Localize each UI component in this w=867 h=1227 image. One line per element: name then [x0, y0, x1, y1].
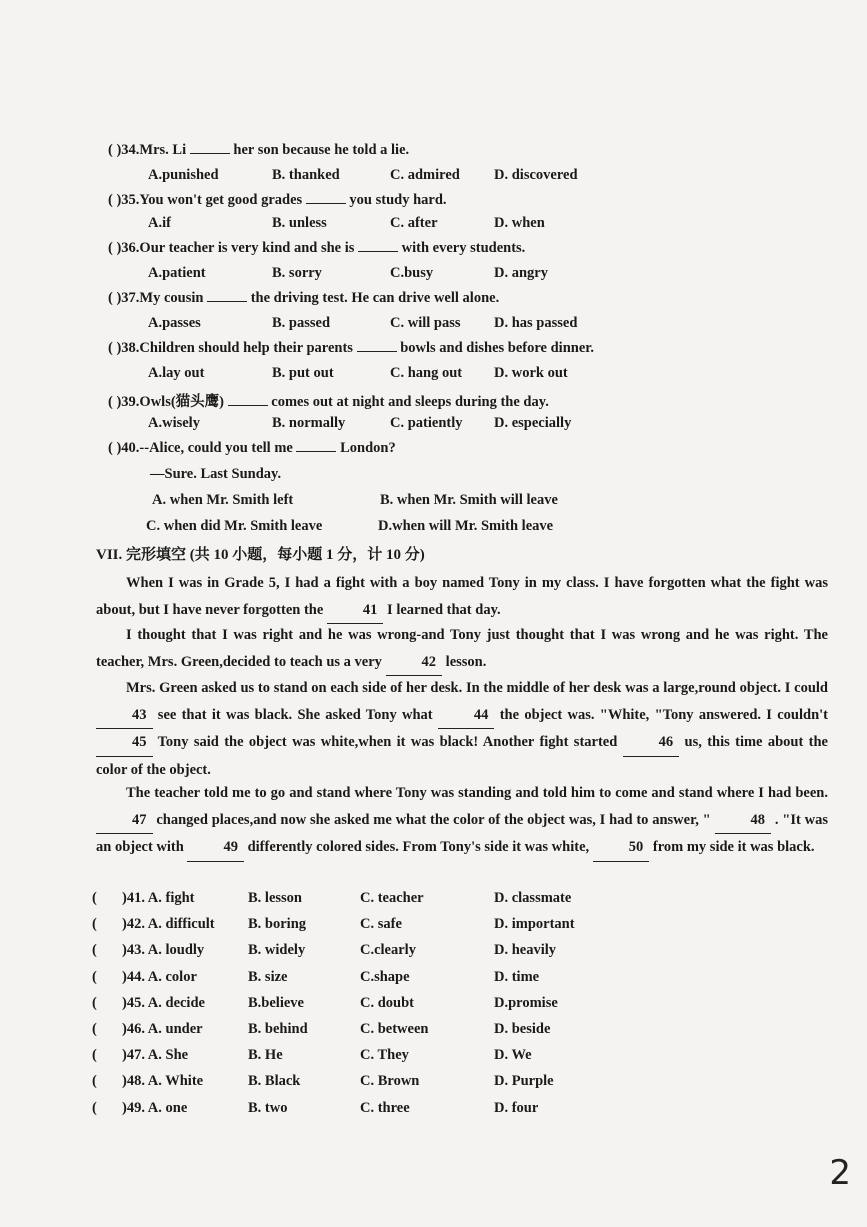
option-48-d: D. Purple — [494, 1073, 554, 1090]
question-stem-end: her son because he told a lie. — [229, 142, 410, 158]
answer-blank — [358, 251, 398, 252]
question-35 — [108, 192, 447, 209]
question-stem-end: comes out at night and sleeps during the day. — [267, 394, 549, 410]
answer-blank — [228, 405, 268, 406]
option-38-a: A.lay out — [148, 365, 205, 381]
option-45-b: B.believe — [248, 994, 304, 1011]
option-38-b: B. put out — [272, 365, 334, 381]
option-42-b: B. boring — [248, 916, 307, 933]
option-36-a: A.patient — [148, 265, 206, 281]
question-stem-end: with every students. — [398, 240, 526, 256]
blank-45: 45 — [96, 729, 153, 757]
blank-48: 48 — [715, 807, 772, 835]
question-stem: Mrs. Li — [139, 142, 190, 158]
option-44-b: B. size — [248, 968, 288, 985]
answer-bracket: ( — [92, 1073, 97, 1090]
option-49-c: C. three — [360, 1099, 410, 1116]
answer-bracket: ( — [92, 1021, 97, 1037]
question-stem: Our teacher is very kind and she is — [139, 240, 359, 256]
q40-reply: —Sure. Last Sunday. — [150, 466, 282, 482]
question-stem-end: London? — [336, 440, 396, 456]
blank-46: 46 — [623, 729, 680, 757]
option-42-d: D. important — [494, 916, 575, 933]
question-34 — [108, 142, 409, 159]
passage-paragraph: When I was in Grade 5, I had a fight with a boy named Tony in my class. I have forgotten what the fight was about, but I have never forgotten the 41 I learned that day. — [96, 570, 828, 624]
question-stem-end: bowls and dishes before dinner. — [396, 340, 594, 356]
option-39-d: D. especially — [494, 415, 572, 431]
option-42-a: )42. A. difficult — [122, 916, 215, 933]
answer-bracket: ( — [92, 994, 97, 1011]
answer-blank — [207, 301, 247, 302]
answer-bracket: ( — [92, 1099, 97, 1116]
option-49-a: )49. A. one — [122, 1099, 188, 1116]
answer-blank — [357, 351, 397, 352]
option-46-b: B. behind — [248, 1021, 308, 1037]
option-41-a: )41. A. fight — [122, 890, 195, 906]
option-47-d: D. We — [494, 1047, 532, 1064]
answer-bracket: ( )38. — [108, 340, 140, 356]
option-37-c: C. will pass — [390, 315, 461, 331]
option-37-a: A.passes — [148, 315, 201, 331]
option-40-d: D.when will Mr. Smith leave — [378, 518, 554, 534]
question-stem: Owls(猫头鹰) — [139, 394, 228, 410]
option-39-c: C. patiently — [390, 415, 463, 431]
option-43-b: B. widely — [248, 942, 306, 959]
option-43-d: D. heavily — [494, 942, 557, 959]
option-41-c: C. teacher — [360, 890, 424, 906]
option-34-a: A.punished — [148, 167, 219, 183]
answer-bracket: ( )35. — [108, 192, 140, 208]
option-36-c: C.busy — [390, 265, 434, 281]
question-38 — [108, 340, 594, 357]
option-45-c: C. doubt — [360, 994, 414, 1011]
option-37-b: B. passed — [272, 315, 331, 331]
blank-44: 44 — [438, 702, 495, 730]
option-44-a: )44. A. color — [122, 968, 197, 985]
option-34-b: B. thanked — [272, 167, 340, 183]
option-40-b: B. when Mr. Smith will leave — [380, 492, 558, 508]
answer-bracket: ( )34. — [108, 142, 140, 158]
passage-paragraph: The teacher told me to go and stand where Tony was standing and told him to come and stand where I had been. 47 changed places,and now she asked me what the color of the object was, I had to answer, " 48 . "It was an object with 49 differently colored sides. From Tony's side it was white, 50 from my side it was black. — [96, 780, 828, 862]
blank-49: 49 — [187, 834, 244, 862]
page-number: 2 — [829, 1153, 851, 1193]
option-38-c: C. hang out — [390, 365, 463, 381]
answer-blank — [306, 203, 346, 204]
answer-bracket: ( )36. — [108, 240, 140, 256]
answer-blank — [296, 451, 336, 452]
option-34-d: D. discovered — [494, 167, 578, 183]
option-35-c: C. after — [390, 215, 438, 231]
option-36-d: D. angry — [494, 265, 548, 281]
answer-bracket: ( — [92, 1047, 97, 1064]
option-48-c: C. Brown — [360, 1073, 420, 1090]
answer-bracket: ( — [92, 968, 97, 985]
answer-bracket: ( — [92, 916, 97, 933]
section-title: VII. 完形填空 (共 10 小题，每小题 1 分，计 10 分) — [96, 547, 425, 563]
option-47-b: B. He — [248, 1047, 283, 1064]
option-38-d: D. work out — [494, 365, 568, 381]
answer-bracket: ( )40. — [108, 440, 140, 456]
option-43-c: C.clearly — [360, 942, 416, 959]
question-stem: --Alice, could you tell me — [139, 440, 297, 456]
option-39-b: B. normally — [272, 415, 346, 431]
option-45-a: )45. A. decide — [122, 994, 205, 1011]
option-44-c: C.shape — [360, 968, 410, 985]
option-41-b: B. lesson — [248, 890, 302, 906]
answer-blank — [190, 153, 230, 154]
question-39 — [108, 390, 549, 411]
question-40 — [108, 440, 396, 457]
option-37-d: D. has passed — [494, 315, 578, 331]
option-36-b: B. sorry — [272, 265, 322, 281]
question-stem-end: you study hard. — [345, 192, 447, 208]
option-39-a: A.wisely — [148, 415, 200, 431]
blank-47: 47 — [96, 807, 153, 835]
option-43-a: )43. A. loudly — [122, 942, 205, 959]
option-47-c: C. They — [360, 1047, 409, 1064]
blank-50: 50 — [593, 834, 650, 862]
bleed-through-text — [520, 110, 820, 134]
passage-paragraph: I thought that I was right and he was wrong-and Tony just thought that I was wrong and he was right. The teacher, Mrs. Green,decided to teach us a very 42 lesson. — [96, 622, 828, 676]
option-34-c: C. admired — [390, 167, 460, 183]
answer-bracket: ( — [92, 890, 97, 906]
passage-paragraph: Mrs. Green asked us to stand on each side of her desk. In the middle of her desk was a large,round object. I could 43 see that it was black. She asked Tony what 44 the object was. "White, "Tony answered. I couldn't 45 Tony said the object was white,when it was black! Another fight started 46 us, this time about the color of the object. — [96, 680, 829, 778]
question-stem-end: the driving test. He can drive well alone. — [247, 290, 500, 306]
blank-41: 41 — [327, 597, 384, 625]
answer-bracket: ( )37. — [108, 290, 140, 306]
option-35-d: D. when — [494, 215, 545, 231]
blank-42: 42 — [386, 649, 443, 677]
question-stem: You won't get good grades — [139, 192, 306, 208]
option-40-c: C. when did Mr. Smith leave — [146, 518, 323, 534]
blank-43: 43 — [96, 702, 153, 730]
option-35-a: A.if — [148, 215, 171, 231]
answer-bracket: ( )39. — [108, 394, 140, 410]
option-48-a: )48. A. White — [122, 1073, 204, 1090]
option-46-a: )46. A. under — [122, 1021, 203, 1037]
question-stem: My cousin — [139, 290, 208, 306]
option-46-d: D. beside — [494, 1021, 551, 1037]
option-46-c: C. between — [360, 1021, 429, 1037]
option-48-b: B. Black — [248, 1073, 301, 1090]
question-37 — [108, 290, 499, 307]
question-stem: Children should help their parents — [139, 340, 357, 356]
option-41-d: D. classmate — [494, 890, 572, 906]
option-45-d: D.promise — [494, 994, 558, 1011]
option-49-b: B. two — [248, 1099, 288, 1116]
question-36 — [108, 240, 525, 257]
option-49-d: D. four — [494, 1099, 539, 1116]
answer-bracket: ( — [92, 942, 97, 959]
option-42-c: C. safe — [360, 916, 402, 933]
option-47-a: )47. A. She — [122, 1047, 189, 1064]
option-44-d: D. time — [494, 968, 540, 985]
option-35-b: B. unless — [272, 215, 327, 231]
option-40-a: A. when Mr. Smith left — [152, 492, 294, 508]
